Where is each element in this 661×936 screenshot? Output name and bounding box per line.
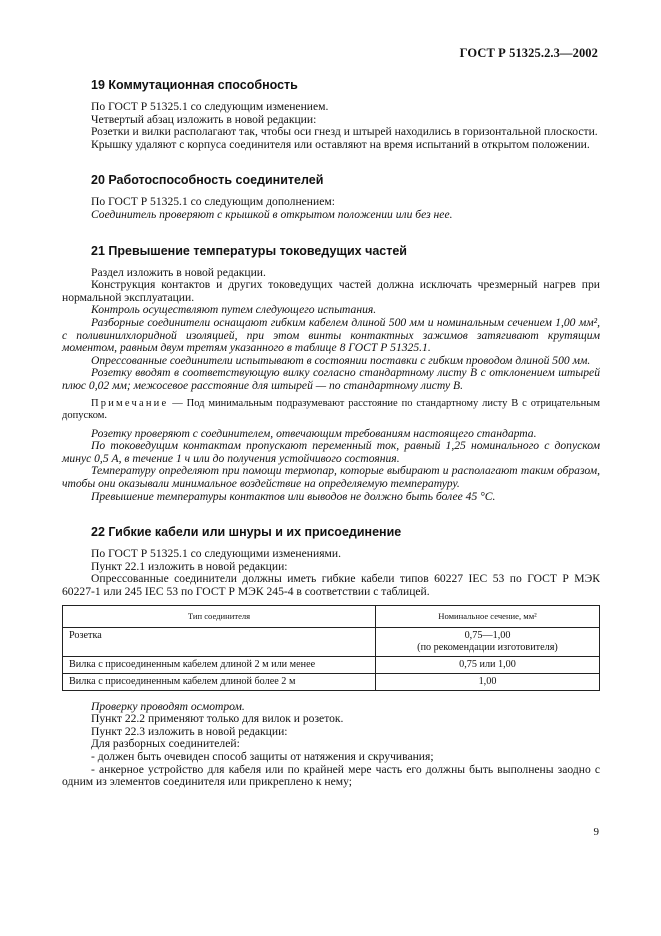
paragraph-italic: Превышение температуры контактов или выводов не должно быть более 45 °С. — [91, 489, 496, 503]
note-text: — Под минимальным подразумевают расстояние по стандартному листу В с отрицательным допуском. — [62, 397, 600, 422]
table-cell: 1,00 — [376, 673, 600, 690]
paragraph-italic: Розетку вводят в соответствующую вилку согласно стандартному листу В с отклонением штырей плюс 0,02 мм; межосевое расстояние для штырей — по стандартному листу В. — [62, 366, 600, 392]
paragraph: По ГОСТ Р 51325.1 со следующими изменениями. — [91, 547, 341, 561]
document-code-header: ГОСТ Р 51325.2.3—2002 — [459, 46, 598, 60]
paragraph-italic: Проверку проводят осмотром. — [91, 699, 245, 713]
cell-value: 0,75—1,00 — [464, 629, 511, 641]
section-21-title: 21 Превышение температуры токоведущих частей — [91, 243, 407, 258]
table-cell: Розетка — [63, 627, 376, 656]
paragraph-italic: Розетку проверяют с соединителем, отвечающим требованиям настоящего стандарта. — [91, 426, 537, 440]
paragraph-italic: Соединитель проверяют с крышкой в открытом положении или без нее. — [91, 207, 453, 221]
page-number: 9 — [593, 826, 599, 838]
table-row — [63, 656, 600, 673]
cell-value-note: (по рекомендации изготовителя) — [417, 641, 558, 653]
paragraph: Четвертый абзац изложить в новой редакции: — [91, 112, 317, 126]
paragraph-italic: Температуру определяют при помощи термопар, которые выбирают и располагают таким образом, чтобы они оказывали минимальное воздействие на определяемую температуру. — [62, 464, 600, 491]
table-header-row — [63, 605, 600, 627]
paragraph: Пункт 22.2 применяют только для вилок и розеток. — [91, 712, 344, 726]
paragraph: Пункт 22.3 изложить в новой редакции: — [91, 724, 288, 738]
paragraph: Крышку удаляют с корпуса соединителя или оставляют на время испытаний в открытом положении. — [91, 137, 590, 151]
paragraph-italic: По токоведущим контактам пропускают переменный ток, равный 1,25 номинального с допуском минус 0,5 А, в течение 1 ч или до получения устойчивого состояния. — [62, 439, 600, 465]
paragraph: Раздел изложить в новой редакции. — [91, 265, 266, 279]
paragraph: Конструкция контактов и других токоведущих частей должна исключать чрезмерный нагрев при нормальной эксплуатации. — [62, 278, 600, 304]
note-label: Примечание — [91, 397, 169, 409]
table-cell: 0,75 или 1,00 — [376, 656, 600, 673]
section-19-title: 19 Коммутационная способность — [91, 78, 298, 92]
table-header-cell: Номинальное сечение, мм² — [376, 605, 600, 627]
table-row — [63, 627, 600, 656]
paragraph: Пункт 22.1 изложить в новой редакции: — [91, 559, 288, 573]
list-item: - анкерное устройство для кабеля или по крайней мере часть его должны быть выполнены заодно с одним из элементов соединителя или прикреплено к нему; — [62, 762, 600, 789]
table-header-cell: Тип соединителя — [63, 605, 376, 627]
paragraph-italic: Контроль осуществляют путем следующего испытания. — [91, 303, 377, 317]
paragraph: По ГОСТ Р 51325.1 со следующим дополнением: — [91, 195, 335, 209]
section-20-title: 20 Работоспособность соединителей — [91, 173, 324, 188]
paragraph: По ГОСТ Р 51325.1 со следующим изменением. — [91, 100, 329, 113]
table-row — [63, 673, 600, 690]
table-cell — [376, 627, 600, 656]
cable-section-table — [62, 605, 600, 691]
paragraph-italic: Разборные соединители оснащают гибким кабелем длиной 500 мм и номинальным сечением 1,00 мм², с поливинилхлоридной изоляцией, при этом винты контактных зажимов затягивают крутящим моментом, равным двум третям указанного в таблице 8 ГОСТ Р 51325.1. — [62, 315, 600, 355]
page-content — [62, 76, 600, 789]
table-cell: Вилка с присоединенным кабелем длиной более 2 м — [63, 673, 376, 690]
paragraph: Опрессованные соединители должны иметь гибкие кабели типов 60227 IEC 53 по ГОСТ Р МЭК 60227-1 или 245 IEC 53 по ГОСТ Р МЭК 245-4 в соответствии с таблицей. — [62, 572, 600, 599]
section-22-title: 22 Гибкие кабели или шнуры и их присоединение — [91, 525, 402, 540]
paragraph: Розетки и вилки располагают так, чтобы оси гнезд и штырей находились в горизонтальной плоскости. — [91, 125, 598, 139]
list-item: - должен быть очевиден способ защиты от натяжения и скручивания; — [91, 750, 434, 763]
paragraph: Для разборных соединителей: — [91, 737, 240, 751]
table-cell: Вилка с присоединенным кабелем длиной 2 м или менее — [63, 656, 376, 673]
note — [62, 398, 600, 423]
paragraph-italic: Опрессованные соединители испытывают в состоянии поставки с гибким проводом длиной 500 мм. — [91, 353, 591, 367]
